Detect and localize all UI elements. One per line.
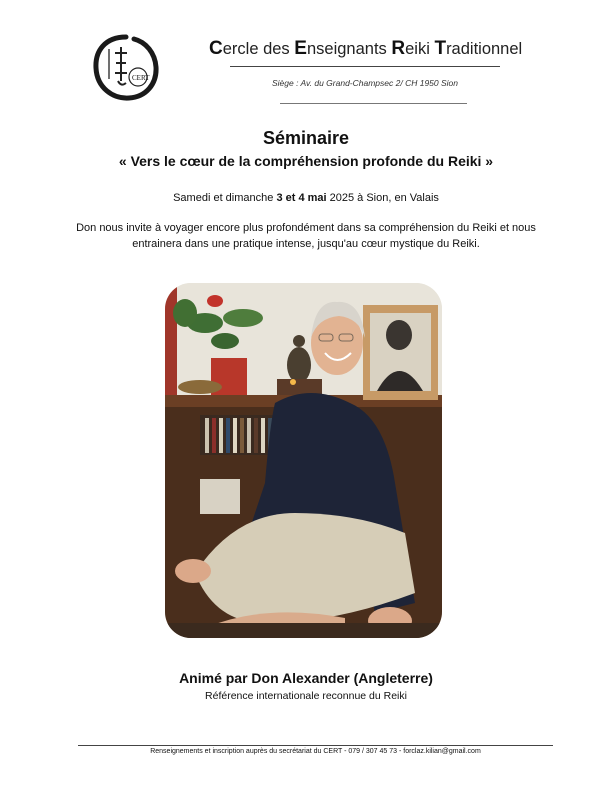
date-prefix: Samedi et dimanche bbox=[173, 192, 277, 204]
presenter-name: Animé par Don Alexander (Angleterre) bbox=[179, 670, 433, 686]
presenter-photo bbox=[165, 283, 442, 638]
footer-divider bbox=[78, 745, 553, 746]
org-title-cap-3: R bbox=[391, 38, 406, 59]
org-title-rest-3: eiki bbox=[405, 40, 435, 58]
enso-cert-logo-icon bbox=[91, 33, 161, 103]
org-title-cap-4: T bbox=[434, 38, 447, 59]
date-bold: 3 et 4 mai bbox=[276, 192, 327, 204]
header-divider bbox=[230, 66, 500, 67]
seminar-description bbox=[60, 220, 552, 252]
logo-text: CERT bbox=[132, 74, 150, 82]
cert-logo bbox=[91, 33, 161, 103]
presenter-reference: Référence internationale reconnue du Reiki bbox=[205, 690, 407, 702]
org-title-cap-2: E bbox=[294, 38, 307, 59]
seminar-date bbox=[0, 192, 612, 204]
org-title-rest-2: nseignants bbox=[306, 40, 392, 58]
seminar-title: Séminaire bbox=[262, 128, 350, 148]
seminar-subtitle: « Vers le cœur de la compréhension profonde du Reiki » bbox=[118, 153, 494, 169]
presenter-photo-icon bbox=[165, 283, 442, 638]
org-title-rest-4: raditionnel bbox=[446, 40, 523, 58]
footer-contact: Renseignements et inscription auprès du secrétariat du CERT - 079 / 307 45 73 - forclaz.kilian@gmail.com bbox=[150, 748, 481, 755]
org-title-rest-1: ercle des bbox=[222, 40, 295, 58]
org-title bbox=[209, 38, 529, 60]
org-address: Siège : Av. du Grand-Champsec 2/ CH 1950 Sion bbox=[272, 78, 458, 88]
header-divider-2 bbox=[280, 103, 467, 104]
org-title-cap-1: C bbox=[209, 38, 223, 59]
description-line-1: Don nous invite à voyager encore plus profondément dans sa compréhension du Reiki et nous bbox=[76, 222, 536, 234]
description-line-2: entrainera dans une pratique intense, jusqu'au cœur mystique du Reiki. bbox=[132, 238, 480, 250]
date-suffix: 2025 à Sion, en Valais bbox=[326, 192, 439, 204]
